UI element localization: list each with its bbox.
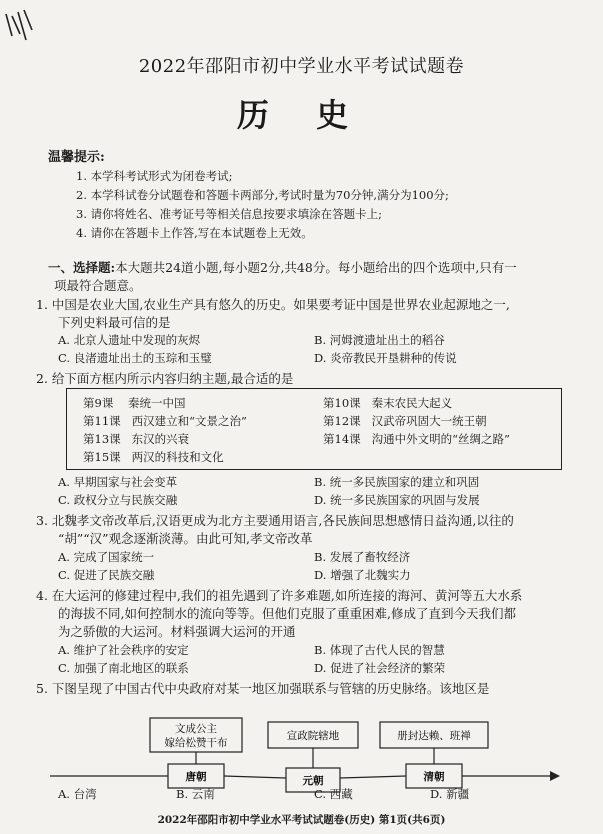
- lesson-item: 第12课 汉武帝巩固大一统王朝: [323, 414, 487, 428]
- option-d: D. 统一多民族国家的巩固与发展: [314, 493, 480, 507]
- option-d: D. 增强了北魏实力: [314, 568, 411, 582]
- event-label: 宣政院辖地: [286, 730, 340, 742]
- dynasty-label: 唐朝: [185, 771, 207, 783]
- notice-item: 3. 请你将姓名、准考证号等相关信息按要求填涂在答题卡上;: [76, 207, 382, 221]
- event-label: 嫁给松赞干布: [164, 737, 228, 749]
- option-d: D. 促进了社会经济的繁荣: [314, 661, 446, 675]
- question-2-stem: 2. 给下面方框内所示内容归纳主题,最合适的是: [36, 371, 294, 386]
- notice-title: 温馨提示:: [48, 150, 105, 165]
- lesson-item: 第14课 沟通中外文明的“丝绸之路”: [323, 432, 510, 446]
- option-b: B. 发展了畜牧经济: [314, 550, 411, 564]
- question-5-stem: 5. 下图呈现了中国古代中央政府对某一地区加强联系与管辖的历史脉络。该地区是: [36, 681, 490, 696]
- lesson-list-box: [66, 388, 562, 470]
- option-c: C. 加强了南北地区的联系: [58, 661, 189, 675]
- timeline-line: [340, 776, 406, 778]
- question-4-stem: 为之骄傲的大运河。材料强调大运河的开通: [58, 624, 296, 639]
- notice-item: 4. 请你在答题卡上作答,写在本试题卷上无效。: [76, 226, 313, 240]
- option-c: C. 西藏: [314, 787, 353, 801]
- option-a: A. 台湾: [58, 787, 97, 801]
- option-a: A. 完成了国家统一: [58, 550, 155, 564]
- option-b: B. 统一多民族国家的建立和巩固: [314, 475, 480, 489]
- question-1-stem: 1. 中国是农业大国,农业生产具有悠久的历史。如果要考证中国是世界农业起源地之一,: [36, 297, 510, 312]
- event-label: 文成公主: [175, 723, 217, 735]
- timeline-arrowhead: [550, 771, 560, 781]
- lesson-item: 第13课 东汉的兴衰: [83, 432, 190, 446]
- section-text: 本大题共24道小题,每小题2分,共48分。每小题给出的四个选项中,只有一: [115, 260, 517, 275]
- handwritten-mark: [2, 6, 36, 46]
- option-b: B. 河姆渡遗址出土的稻谷: [314, 333, 445, 347]
- event-label: 册封达赖、班禅: [397, 730, 471, 742]
- timeline-line: [224, 776, 286, 778]
- notice-item: 2. 本学科试卷分试题卷和答题卡两部分,考试时量为70分钟,满分为100分;: [76, 188, 449, 202]
- option-a: A. 维护了社会秩序的安定: [58, 643, 189, 657]
- question-3-stem: “胡”“汉”观念逐渐淡薄。由此可知,孝文帝改革: [58, 531, 313, 546]
- option-a: A. 北京人遗址中发现的灰烬: [58, 333, 201, 347]
- page-footer: 2022年邵阳市初中学业水平考试试题卷(历史) 第1页(共6页): [157, 814, 446, 826]
- lesson-item: 第11课 西汉建立和“文景之治”: [83, 414, 247, 428]
- exam-title: 2022年邵阳市初中学业水平考试试题卷: [138, 56, 465, 77]
- lesson-item: 第9课 秦统一中国: [83, 396, 186, 410]
- question-4-stem: 的海拔不同,如何控制水的流向等等。但他们克服了重重困难,修成了直到今天我们都: [58, 606, 516, 621]
- dynasty-label: 清朝: [423, 771, 445, 783]
- notice-item: 1. 本学科考试形式为闭卷考试;: [76, 169, 233, 183]
- option-d: D. 炎帝教民开垦耕种的传说: [314, 351, 457, 365]
- lesson-item: 第15课 两汉的科技和文化: [83, 450, 224, 464]
- lesson-item: 第10课 秦末农民大起义: [323, 396, 453, 410]
- question-3-stem: 3. 北魏孝文帝改革后,汉语更成为北方主要通用语言,各民族间思想感情日益沟通,以往的: [36, 513, 514, 528]
- option-b: B. 体现了古代人民的智慧: [314, 643, 445, 657]
- option-a: A. 早期国家与社会变革: [58, 475, 178, 489]
- option-d: D. 新疆: [430, 787, 470, 801]
- dynasty-label: 元朝: [302, 775, 324, 787]
- option-c: C. 促进了民族交融: [58, 568, 155, 582]
- subject-title: 历 史: [236, 96, 367, 134]
- question-4-stem: 4. 在大运河的修建过程中,我们的祖先遇到了许多难题,如所连接的海河、黄河等五大水系: [36, 588, 523, 603]
- option-c: C. 政权分立与民族交融: [58, 493, 178, 507]
- option-c: C. 良渚遗址出土的玉琮和玉璧: [58, 351, 212, 365]
- section-heading: [48, 259, 568, 295]
- option-b: B. 云南: [176, 787, 215, 801]
- section-text: 项最符合题意。: [54, 278, 142, 293]
- section-label: 一、选择题:: [48, 260, 116, 275]
- question-1-stem: 下列史料最可信的是: [58, 315, 171, 330]
